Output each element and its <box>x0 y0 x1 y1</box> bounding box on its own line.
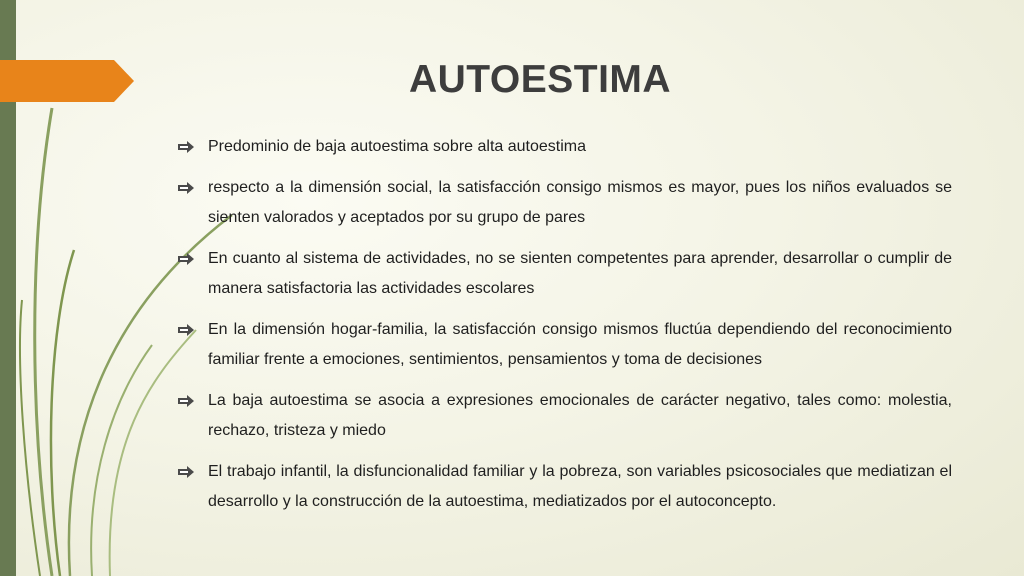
bullet-text: En la dimensión hogar-familia, la satisfacción consigo mismos fluctúa dependiendo del reconocimiento familiar frente a emociones, sentimientos, pensamientos y toma de decisiones <box>208 321 952 368</box>
bullet-text: En cuanto al sistema de actividades, no se sienten competentes para aprender, desarrollar o cumplir de manera satisfactoria las actividades escolares <box>208 250 952 297</box>
arrow-bullet-icon <box>178 466 194 478</box>
arrow-bullet-icon <box>178 182 194 194</box>
arrow-bullet-icon <box>178 141 194 153</box>
bullet-item <box>178 173 952 233</box>
bullet-list <box>178 132 952 528</box>
slide-title: AUTOESTIMA <box>408 58 672 101</box>
bullet-text: Predominio de baja autoestima sobre alta autoestima <box>208 138 586 155</box>
bullet-text: El trabajo infantil, la disfuncionalidad familiar y la pobreza, son variables psicosociales que mediatizan el desarrollo y la construcción de la autoestima, mediatizados por el autoconcepto. <box>208 463 952 510</box>
bullet-item <box>178 244 952 304</box>
bullet-item <box>178 315 952 375</box>
arrow-bullet-icon <box>178 395 194 407</box>
bullet-item <box>178 132 952 162</box>
bullet-text: La baja autoestima se asocia a expresiones emocionales de carácter negativo, tales como: molestia, rechazo, tristeza y miedo <box>208 392 952 439</box>
bullet-text: respecto a la dimensión social, la satisfacción consigo mismos es mayor, pues los niños evaluados se sienten valorados y aceptados por su grupo de pares <box>208 179 952 226</box>
bullet-item <box>178 457 952 517</box>
arrow-bullet-icon <box>178 324 194 336</box>
arrow-bullet-icon <box>178 253 194 265</box>
bullet-item <box>178 386 952 446</box>
